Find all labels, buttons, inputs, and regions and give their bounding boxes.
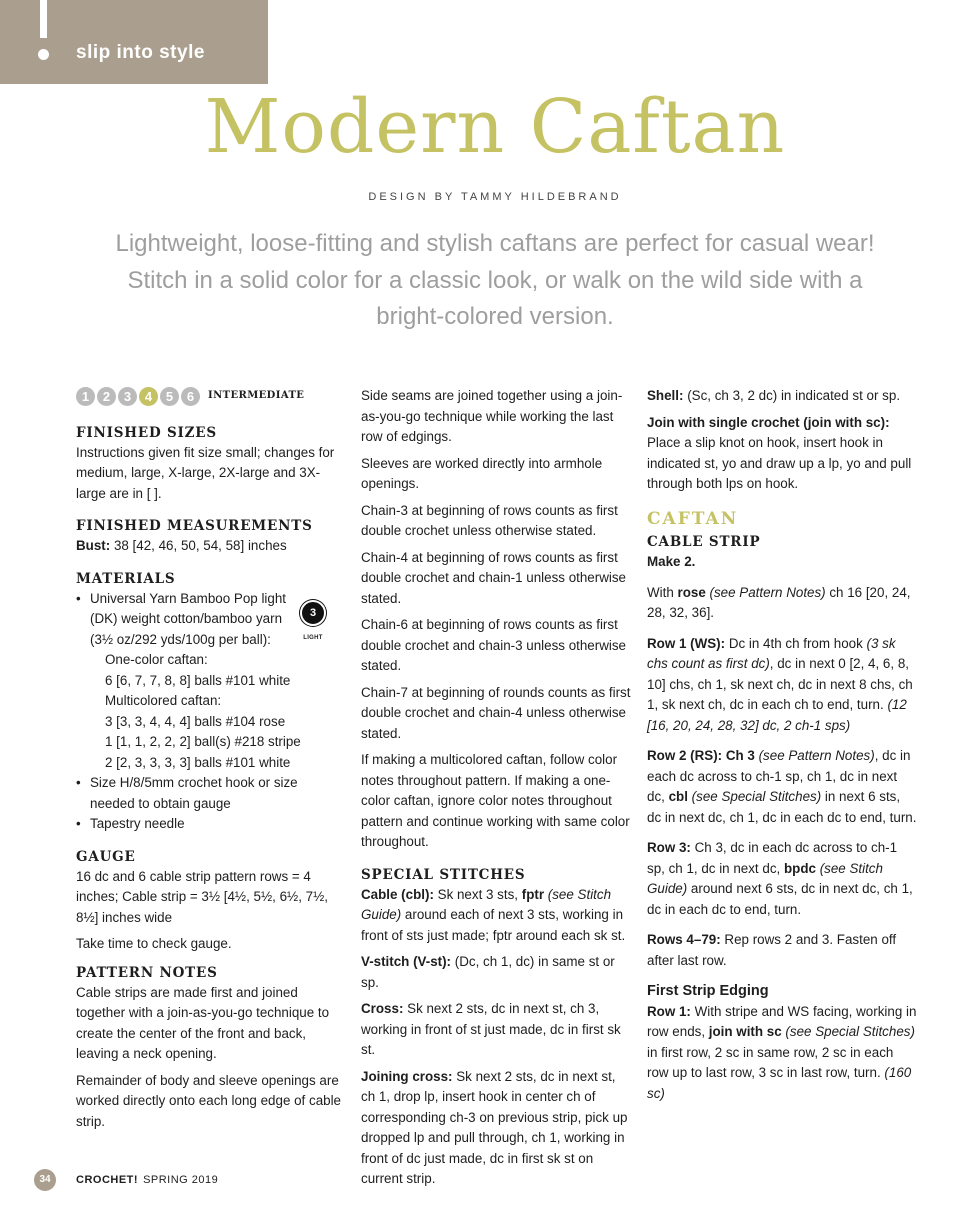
stitch-joining-cross-text: Sk next 2 sts, dc in next st, ch 1, drop lp, insert hook in center ch of corresponding ch-3 on previous strip, pick up dropped lp and pull through, ch 1, working in front of dc just made, dc in first sk st on current strip. xyxy=(361,1068,628,1186)
bust-measurement xyxy=(76,536,344,557)
stitch-join-sc-label: Join with single crochet (join with sc): xyxy=(647,414,890,430)
gauge-heading: GAUGE xyxy=(76,848,136,865)
foundation-chain xyxy=(647,583,917,624)
edging-row-1-label: Row 1: xyxy=(647,1003,691,1019)
exclamation-dot xyxy=(38,49,49,60)
materials-hook: • Size H/8/5mm crochet hook or size needed to obtain gauge xyxy=(76,773,344,814)
materials-list xyxy=(76,589,344,835)
stitch-cross xyxy=(361,999,633,1061)
edging-row-1-text: With stripe and WS facing, working in row ends, xyxy=(647,1003,917,1039)
yarn-description: • Universal Yarn Bamboo Pop light (DK) weight cotton/bamboo yarn (3½ oz/292 yds/100g per ball): xyxy=(90,590,287,647)
materials-yarn xyxy=(76,589,344,774)
skill-level-5: 5 xyxy=(160,387,179,406)
issue-date: SPRING 2019 xyxy=(143,1174,219,1186)
pattern-note-5: Chain-3 at beginning of rows counts as first double crochet unless otherwise stated. xyxy=(361,502,618,538)
stitch-cable-label: Cable (cbl): xyxy=(361,886,434,902)
pattern-note-6: Chain-4 at beginning of rows counts as first double crochet and chain-1 unless otherwise stated. xyxy=(361,549,627,606)
pattern-note-8: Chain-7 at beginning of rounds counts as first double crochet and chain-4 unless otherwise stated. xyxy=(361,684,631,741)
footer xyxy=(34,1169,218,1191)
stitch-shell-text: (Sc, ch 3, 2 dc) in indicated st or sp. xyxy=(683,388,901,403)
foundation-text-2: ch 16 [20, 24, 28, 32, 36]. xyxy=(647,584,911,620)
rows-4-79-label: Rows 4–79: xyxy=(647,932,721,947)
row-1-note: (3 sk chs count as first dc) xyxy=(647,635,896,671)
section-label: slip into style xyxy=(76,42,205,63)
edging-count: (160 sc) xyxy=(647,1065,912,1101)
exclamation-bar xyxy=(40,0,47,38)
section-tab xyxy=(0,0,268,84)
byline: DESIGN BY TAMMY HILDEBRAND xyxy=(368,191,622,203)
row-2-label: Row 2 (RS): Ch 3 xyxy=(647,748,755,763)
column-3 xyxy=(647,386,917,1110)
stitch-cable-fptr: fptr xyxy=(521,886,545,902)
stitch-joining-cross xyxy=(361,1067,633,1190)
stitch-vst-label: V-stitch (V-st): xyxy=(361,954,452,969)
gauge-check: Take time to check gauge. xyxy=(76,936,232,951)
gauge-text: 16 dc and 6 cable strip pattern rows = 4 inches; Cable strip = 3½ [4½, 5½, 6½, 7½, 8½] inches wide xyxy=(76,868,328,925)
stitch-cable-text-2: around each of next 3 sts, working in front of sts just made; fptr around each sk st. xyxy=(361,907,626,943)
skill-level xyxy=(76,386,344,407)
multicolor-rose: 3 [3, 3, 4, 4, 4] balls #104 rose xyxy=(105,713,286,729)
skill-level-label: INTERMEDIATE xyxy=(208,390,305,401)
bust-label: Bust: xyxy=(76,538,111,553)
page-number: 34 xyxy=(34,1169,56,1191)
row-1-count: (12 [16, 20, 24, 28, 32] dc, 2 ch-1 sps) xyxy=(647,697,907,733)
rows-4-79 xyxy=(647,930,917,971)
one-color-label: One-color caftan: xyxy=(105,652,208,667)
stitch-shell xyxy=(647,386,917,407)
stitch-shell-label: Shell: xyxy=(647,388,684,403)
row-3 xyxy=(647,838,917,920)
first-strip-edging-heading: First Strip Edging xyxy=(647,983,769,999)
cable-strip-heading: CABLE STRIP xyxy=(647,534,761,550)
materials-needle: • Tapestry needle xyxy=(76,814,344,835)
yarn-weight-label: LIGHT xyxy=(303,635,323,641)
caftan-heading: CAFTAN xyxy=(647,508,739,529)
foundation-ref: (see Pattern Notes) xyxy=(705,584,826,600)
make-count: Make 2. xyxy=(647,554,696,569)
multicolor-stripe: 1 [1, 1, 2, 2, 2] ball(s) #218 stripe xyxy=(105,734,301,749)
pattern-note-3: Side seams are joined together using a join-as-you-go technique while working the last row of edgings. xyxy=(361,388,623,444)
pattern-notes-heading: PATTERN NOTES xyxy=(76,964,218,981)
one-color-amount: 6 [6, 7, 7, 8, 8] balls #101 white xyxy=(105,672,291,688)
stitch-cross-label: Cross: xyxy=(361,1001,404,1016)
row-3-ref: (see Stitch Guide) xyxy=(647,860,883,896)
multicolor-label: Multicolored caftan: xyxy=(105,693,222,708)
finished-sizes-text: Instructions given fit size small; changes for medium, large, X-large, 2X-large and 3X-large are in [ ]. xyxy=(76,444,335,501)
row-2-ref: (see Pattern Notes) xyxy=(754,748,875,763)
stitch-cable-ref: (see Stitch Guide) xyxy=(361,886,612,922)
magazine-name: CROCHET! xyxy=(76,1174,139,1186)
skill-level-6: 6 xyxy=(181,387,200,406)
finished-sizes-heading: FINISHED SIZES xyxy=(76,424,217,441)
skill-level-4-active: 4 xyxy=(139,387,158,406)
row-3-label: Row 3: xyxy=(647,840,691,855)
yarn-weight-number: 3 xyxy=(300,600,326,626)
foundation-text: With xyxy=(647,584,678,600)
column-1 xyxy=(76,386,344,1138)
edging-row-1 xyxy=(647,1002,917,1105)
stitch-vst-text: (Dc, ch 1, dc) in same st or sp. xyxy=(361,954,615,990)
edging-row-1-text-2: in first row, 2 sc in same row, 2 sc in each row up to last row, 3 sc in last row, turn. xyxy=(647,1044,894,1080)
row-2-text-2: in next 6 sts, dc in next dc, ch 1, dc in each dc to end, turn. xyxy=(647,789,917,825)
rows-4-79-text: Rep rows 2 and 3. Fasten off after last row. xyxy=(647,932,897,968)
pattern-note-9: If making a multicolored caftan, follow color notes throughout pattern. If making a one-color caftan, ignore color notes throughout pattern and continue working with same color throughout. xyxy=(361,752,630,849)
pattern-note-1: Cable strips are made first and joined together with a join-as-you-go technique to create the center of the front and back, leaving a neck opening. xyxy=(76,984,330,1061)
page-title: Modern Caftan xyxy=(204,84,786,170)
stitch-join-sc xyxy=(647,413,917,495)
foundation-color: rose xyxy=(677,584,706,600)
materials-heading: MATERIALS xyxy=(76,570,176,587)
intro-text: Lightweight, loose-fitting and stylish caftans are perfect for casual wear! Stitch in a solid color for a classic look, or walk on the wild side with a bright-colored version. xyxy=(115,230,875,330)
row-3-text-2: around next 6 sts, dc in next dc, ch 1, dc in each dc to end, turn. xyxy=(647,881,913,917)
edging-join-sc: join with sc xyxy=(708,1024,782,1039)
row-2-cbl: cbl xyxy=(668,789,688,804)
skill-level-1: 1 xyxy=(76,387,95,406)
stitch-join-sc-text: Place a slip knot on hook, insert hook in indicated st, yo and draw up a lp, yo and pull through both lps on hook. xyxy=(647,435,912,491)
finished-measurements-heading: FINISHED MEASUREMENTS xyxy=(76,518,313,534)
row-1-label: Row 1 (WS): xyxy=(647,635,726,651)
row-3-bpdc: bpdc xyxy=(783,860,816,876)
row-1 xyxy=(647,634,917,737)
stitch-cable xyxy=(361,885,633,947)
pattern-note-2: Remainder of body and sleeve openings are worked directly onto each long edge of cable strip. xyxy=(76,1072,342,1129)
pattern-note-4: Sleeves are worked directly into armhole openings. xyxy=(361,455,603,491)
skill-level-3: 3 xyxy=(118,387,137,406)
column-2 xyxy=(361,386,633,1196)
edging-ref: (see Special Stitches) xyxy=(781,1024,915,1039)
row-3-text: Ch 3, dc in each dc across to ch-1 sp, ch 1, dc in next dc, xyxy=(647,840,898,876)
pattern-note-7: Chain-6 at beginning of rows counts as first double crochet and chain-3 unless otherwise stated. xyxy=(361,617,627,673)
stitch-vst xyxy=(361,952,633,993)
row-1-text: Dc in 4th ch from hook xyxy=(725,635,867,651)
row-2 xyxy=(647,746,917,828)
stitch-joining-cross-label: Joining cross: xyxy=(361,1068,453,1084)
row-2-ref-2: (see Special Stitches) xyxy=(687,789,822,804)
row-2-text: , dc in each dc across to ch-1 sp, ch 1, dc in next dc, xyxy=(647,748,911,804)
special-stitches-heading: SPECIAL STITCHES xyxy=(361,866,526,883)
bust-values: 38 [42, 46, 50, 54, 58] inches xyxy=(110,538,287,553)
stitch-cable-text: Sk next 3 sts, xyxy=(433,886,522,902)
multicolor-white: 2 [2, 3, 3, 3, 3] balls #101 white xyxy=(105,754,291,770)
row-1-text-2: , dc in next 0 [2, 4, 6, 8, 10] chs, ch 1, sk next ch, dc in next 8 chs, ch 1, sk next ch, dc in each ch to end, turn. xyxy=(647,656,913,712)
stitch-cross-text: Sk next 2 sts, dc in next st, ch 3, working in front of st just made, dc in first sk st. xyxy=(361,1001,621,1057)
skill-level-2: 2 xyxy=(97,387,116,406)
